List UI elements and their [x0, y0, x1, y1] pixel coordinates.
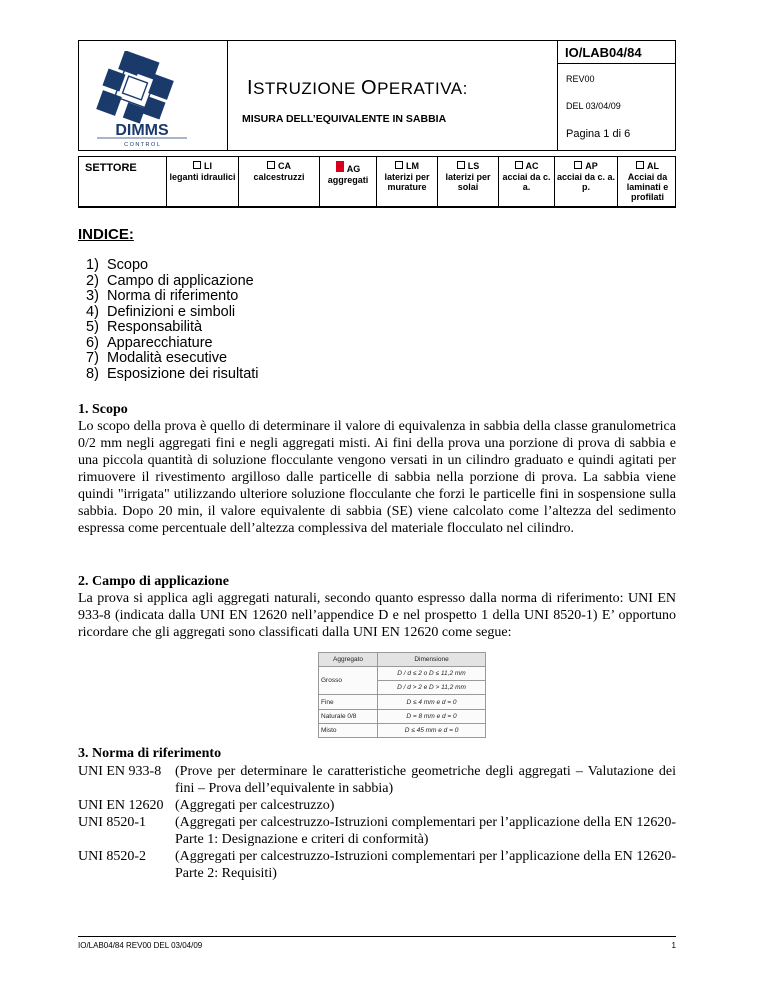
sector-option-ls: [437, 157, 498, 206]
reference-text: (Aggregati per calcestruzzo-Istruzioni complementari per l’applicazione della EN 12620-Parte 2: Requisiti): [175, 849, 676, 881]
document-header: [78, 40, 676, 151]
dimms-logo: [87, 51, 197, 149]
sector-code: LS: [438, 161, 498, 171]
page-indicator: Pagina 1 di 6: [566, 128, 631, 140]
sector-description: aggregati: [327, 175, 369, 185]
revision: REV00: [566, 74, 595, 84]
aggregate-classification-table: [318, 652, 486, 738]
index-item: 8) Esposizione dei risultati: [86, 365, 259, 382]
sector-option-li: [166, 157, 238, 206]
sector-description: calcestruzzi: [253, 172, 305, 182]
table-cell: D = 8 mm e d = 0: [378, 709, 486, 723]
table-cell: D ≤ 45 mm e d = 0: [378, 723, 486, 737]
index-item: 1) Scopo: [86, 257, 149, 273]
table-cell: D / d > 2 e D > 11,2 mm: [378, 681, 486, 695]
sector-option-ap: [554, 157, 617, 206]
section-text-field: La prova si applica agli aggregati naturali, secondo quanto espresso dalla norma di riferimento: UNI EN 933-8 (indicata dalla UNI EN 12620 nell’appendice D e nel prospetto 1 della UNI 8520-1) E’ opportuno ricordare che gli aggregati sono classificati dalla UNI EN 12620 come segue:: [78, 591, 676, 640]
sector-description: laterizi per murature: [384, 172, 430, 192]
footer-page-number: 1: [671, 941, 676, 950]
page-footer: [78, 936, 676, 950]
table-cell: D / d ≤ 2 o D ≤ 11,2 mm: [378, 667, 486, 681]
reference-text: (Aggregati per calcestruzzo-Istruzioni complementari per l’applicazione della EN 12620-Parte 1: Designazione e criteri di conformità): [175, 815, 676, 847]
sector-bar: [78, 156, 676, 208]
table-cell: D ≤ 4 mm e d = 0: [378, 695, 486, 709]
sector-code: AG: [320, 161, 376, 174]
checkbox-icon: [457, 161, 465, 169]
checkbox-icon: [193, 161, 201, 169]
index-item: 2) Campo di applicazione: [86, 272, 254, 289]
table-cell: Grosso: [319, 667, 378, 695]
index-item: 4) Definizioni e simboli: [86, 303, 236, 320]
sector-label: SETTORE: [85, 162, 137, 174]
section-title-scope: 1. Scopo: [78, 402, 128, 417]
footer-doc-ref: IO/LAB04/84 REV00 DEL 03/04/09: [78, 941, 203, 950]
sector-code: AC: [499, 161, 554, 171]
table-cell: Naturale 0/8: [319, 709, 378, 723]
reference-text: (Prove per determinare le caratteristiche geometriche degli aggregati – Valutazione dei fini – Prova dell’equivalente in sabbia): [175, 764, 676, 796]
reference-code: UNI 8520-1: [78, 815, 147, 830]
sector-option-ag: [319, 157, 376, 206]
header-divider: [227, 41, 228, 150]
index-list: [86, 258, 259, 382]
table-header: Aggregato: [319, 653, 378, 667]
sector-description: acciai da c. a.: [502, 172, 551, 192]
document-subtitle: MISURA DELL’EQUIVALENTE IN SABBIA: [242, 113, 447, 125]
checkbox-icon: [395, 161, 403, 169]
logo-subtext: C O N T R O L: [124, 142, 160, 148]
sector-description: leganti idraulici: [169, 172, 236, 182]
reference-code: UNI EN 12620: [78, 798, 164, 813]
table-cell: Misto: [319, 723, 378, 737]
checkbox-icon: [267, 161, 275, 169]
sector-description: laterizi per solai: [445, 172, 491, 192]
table-cell: Fine: [319, 695, 378, 709]
sector-code: LM: [377, 161, 437, 171]
index-item: 5) Responsabilità: [86, 319, 203, 335]
checked-box-icon: [336, 161, 344, 172]
index-item: 6) Apparecchiature: [86, 334, 213, 351]
sector-option-al: [617, 157, 677, 206]
checkbox-icon: [636, 161, 644, 169]
index-item: 7) Modalità esecutive: [86, 350, 228, 366]
sector-option-ac: [498, 157, 554, 206]
checkbox-icon: [515, 161, 523, 169]
sector-code: AP: [555, 161, 617, 171]
sector-code: LI: [167, 161, 238, 171]
section-text-scope: Lo scopo della prova è quello di determinare il valore di equivalenza in sabbia della classe granulometrica 0/2 mm negli aggregati fini e negli aggregati misti. Ai fini della prova una porzione di prova di sabbia e una piccola quantità di soluzione flocculante vengono versati in un cilindro graduato e quindi agitati per rimuovere il rivestimento argilloso dalle particelle di sabbia nella porzione di prova. La sabbia viene quindi "irrigata" utilizzando ulteriore soluzione flocculante che forzi le particelle fini in sospensione sulla sabbia. Dopo 20 min, il valore equivalente di sabbia (SE) viene calcolato come l’altezza del sedimento espressa come percentuale dell’altezza complessiva del materiale flocculato nel cilindro.: [78, 419, 676, 536]
index-item: 3) Norma di riferimento: [86, 288, 239, 304]
sector-code: AL: [618, 161, 677, 171]
reference-code: UNI EN 933-8: [78, 764, 162, 779]
document-code: IO/LAB04/84: [565, 45, 642, 60]
revision-date: DEL 03/04/09: [566, 101, 621, 111]
index-heading: INDICE:: [78, 226, 134, 243]
sector-option-ca: [238, 157, 319, 206]
section-title-norm: 3. Norma di riferimento: [78, 746, 222, 761]
checkbox-icon: [574, 161, 582, 169]
sector-description: acciai da c. a. p.: [556, 172, 616, 192]
logo-text: DIMMS: [115, 122, 169, 139]
section-title-field: 2. Campo di applicazione: [78, 574, 229, 589]
sector-code: CA: [239, 161, 319, 171]
sector-description: Acciai da laminati e profilati: [626, 172, 669, 202]
table-header: Dimensione: [378, 653, 486, 667]
sector-option-lm: [376, 157, 437, 206]
reference-code: UNI 8520-2: [78, 849, 147, 864]
document-title: ISTRUZIONE OPERATIVA:: [247, 77, 468, 99]
reference-text: (Aggregati per calcestruzzo): [175, 798, 335, 813]
